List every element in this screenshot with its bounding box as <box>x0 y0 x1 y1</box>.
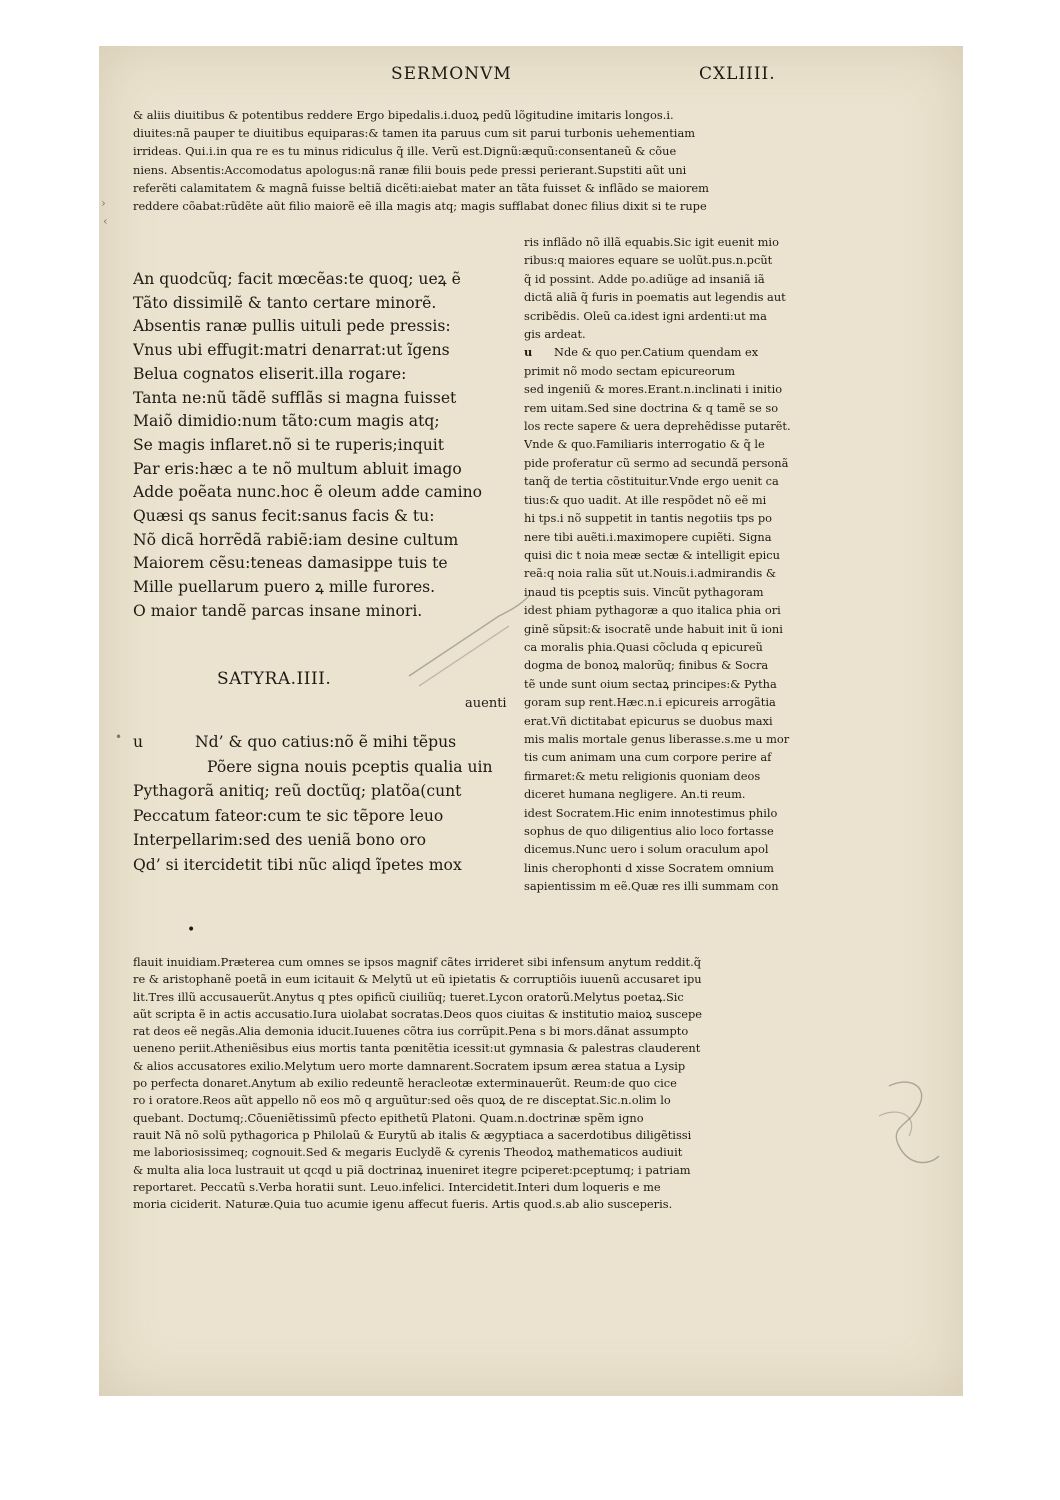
commentary-line: rat deos eẽ negãs.Alia demonia iducit.Iuuenes cõtra ius corrũpit.Pena s bi mors.dãnat assumpto <box>133 1024 689 1039</box>
verse-line <box>133 755 533 780</box>
commentary-line: ginẽ sũpsit:& isocratẽ unde habuit init ũ ioni <box>524 621 783 636</box>
commentary-line: nere tibi auẽti.i.maximopere cupiẽti. Signa <box>524 529 772 544</box>
running-head: SERMONVM <box>391 64 512 84</box>
commentary-line: linis cherophonti d xisse Socratem omnium <box>524 860 774 875</box>
commentary-line: erat.Vñ dictitabat epicurus se duobus maxi <box>524 713 773 728</box>
verse-line: Vnus ubi effugit:matri denarrat:ut ĩgens <box>133 341 450 360</box>
verse-line: Peccatum fateor:cum te sic tẽpore leuo <box>133 806 444 825</box>
commentary-line: reã:q noia ralia sũt ut.Nouis.i.admirandis & <box>524 566 776 581</box>
verse-line: Absentis ranæ pullis uituli pede pressis: <box>133 317 451 336</box>
margin-mark: ‹ <box>103 214 108 228</box>
commentary-line: & alios accusatores exilio.Melytum uero morte damnarent.Socratem ipsum ærea statua a Lysip <box>133 1058 686 1073</box>
commentary-line: reportaret. Peccatũ s.Verba horatii sunt. Leuo.infelici. Intercidetit.Interi dum loqueris e me <box>133 1179 661 1194</box>
verse-line: O maior tandẽ parcas insane minori. <box>133 601 423 620</box>
commentary-line: moria ciciderit. Naturæ.Quia tuo acumie igenu affecut fueris. Artis quod.s.ab alio susceperis. <box>133 1197 673 1212</box>
verse-line: Belua cognatos eliserit.illa rogare: <box>133 364 407 383</box>
verse-line: Maiõ dimidio:num tãto:cum magis atq; <box>133 412 440 431</box>
ownership-stamp <box>399 576 539 696</box>
margin-mark: • <box>115 730 123 744</box>
commentary-line: los recte sapere & uera deprehẽdisse putarẽt. <box>524 419 791 434</box>
verse-line <box>133 730 533 755</box>
commentary-line: dogma de bonoꝝ malorũq; finibus & Socra <box>524 658 769 673</box>
catchword: auenti <box>465 696 507 711</box>
commentary-line: idest phiam pythagoræ a quo italica phia ori <box>524 603 781 618</box>
commentary-line: Vnde & quo.Familiaris interrogatio & q̃ le <box>524 437 765 452</box>
commentary-line: sapientissim m eẽ.Quæ res illi summam con <box>524 879 779 894</box>
verse-line: Adde poẽata nunc.hoc ẽ oleum adde camino <box>133 483 483 502</box>
right-commentary <box>524 233 899 896</box>
commentary-line: & multa alia loca lustrauit ut qcqd u piã doctrinaꝝ inueniret itegre pciperet:pceptumq; i patriam <box>133 1162 691 1177</box>
ownership-stamp <box>869 1066 959 1186</box>
commentary-line: goram sup rent.Hæc.n.i epicureis arrogãtia <box>524 695 776 710</box>
initial-guide-letter: u <box>524 345 533 360</box>
commentary-line: me laboriosissimeq; cognouit.Sed & megaris Euclydẽ & cyrenis Theodoꝝ mathematicos audiuit <box>133 1145 683 1160</box>
verse-text: Nd’ & quo catius:nõ ẽ mihi tẽpus <box>195 733 457 751</box>
commentary-line: & aliis diuitibus & potentibus reddere Ergo bipedalis.i.duoꝝ pedũ lõgitudine imitaris longos.i. <box>133 108 674 122</box>
folio-number: CXLIIII. <box>699 64 776 84</box>
commentary-line: lit.Tres illũ accusauerũt.Anytus q ptes opificũ ciuiliũq; tueret.Lycon oratorũ.Melytus poetaꝝ.Sic <box>133 989 684 1004</box>
commentary-line: sed ingeniũ & mores.Erant.n.inclinati i initio <box>524 382 783 397</box>
verse-line: Tanta ne:nũ tãdẽ sufflãs si magna fuisset <box>133 388 457 407</box>
commentary-line: dicemus.Nunc uero i solum oraculum apol <box>524 842 769 857</box>
commentary-line <box>524 343 899 361</box>
verse-line: Nõ dicã horrẽdã rabiẽ:iam desine cultum <box>133 530 459 549</box>
verse-text: Põere signa nouis pceptis qualia uin <box>207 757 493 776</box>
commentary-line: hi tps.i nõ suppetit in tantis negotiis tps po <box>524 511 772 526</box>
verse-line: Par eris:hæc a te nõ multum abluit imago <box>133 459 462 478</box>
commentary-line: tẽ unde sunt oium sectaꝝ principes:& Pytha <box>524 676 777 691</box>
verse-line: Maiorem cẽsu:teneas damasippe tuis te <box>133 554 448 573</box>
commentary-line: quebant. Doctumq;.Cõueniẽtissimũ pfecto epithetũ Platoni. Quam.n.doctrinæ spẽm igno <box>133 1110 644 1125</box>
commentary-line: niens. Absentis:Accomodatus apologus:nã ranæ filii bouis pede pressi perierant.Supstiti aũt uni <box>133 162 687 177</box>
commentary-line: po perfecta donaret.Anytum ab exilio redeuntẽ heracleotæ exterminauerũt. Reum:de quo cice <box>133 1076 677 1091</box>
commentary-text: Nde & quo per.Catium quendam ex <box>554 345 759 360</box>
commentary-line: q̃ id possint. Adde po.adiũge ad insaniã iã <box>524 271 765 286</box>
commentary-line: sophus de quo diligentius alio loco fortasse <box>524 824 774 838</box>
commentary-line: reddere cõabat:rũdẽte aũt filio maiorẽ eẽ illa magis atq; magis sufflabat donec filius dixit si te rupe <box>133 199 707 214</box>
commentary-line: ca moralis phia.Quasi cõcluda q epicureũ <box>524 639 763 654</box>
commentary-line: idest Socratem.Hic enim innotestimus philo <box>524 805 778 820</box>
verse-line: Interpellarim:sed des ueniã bono oro <box>133 831 426 850</box>
commentary-line: diuites:nã pauper te diuitibus equiparas:& tamen ita paruus cum sit parui turbonis uehementiam <box>133 126 696 141</box>
commentary-line: rem uitam.Sed sine doctrina & q tamẽ se so <box>524 400 779 415</box>
top-commentary <box>133 106 863 215</box>
commentary-line: aũt scripta ẽ in actis accusatio.Iura uiolabat socratas.Deos quos ciuitas & institutio maioꝝ suscepe <box>133 1006 703 1021</box>
commentary-line: referẽti calamitatem & magnã fuisse beltiã dicẽti:aiebat mater an tãta fuisset & inflãdo se maiorem <box>133 180 709 195</box>
manuscript-page <box>99 46 963 1396</box>
margin-mark: › <box>101 196 106 210</box>
commentary-line: scribẽdis. Oleũ ca.idest igni ardenti:ut ma <box>524 308 767 323</box>
section-heading: SATYRA.IIII. <box>217 669 332 689</box>
verse-line: Qd’ si itercidetit tibi nũc aliqd ĩpetes mox <box>133 855 462 874</box>
verse-line: Se magis inflaret.nõ si te ruperis;inquit <box>133 435 445 454</box>
commentary-line: re & aristophanẽ poetã in eum icitauit & Melytũ ut eũ ipietatis & corruptiõis iuuenũ accusaret ipu <box>133 972 702 987</box>
initial-guide-letter: u <box>133 733 144 751</box>
commentary-line: mis malis mortale genus liberasse.s.me u mor <box>524 731 790 746</box>
commentary-line: dictã aliã q̃ furis in poematis aut legendis aut <box>524 290 786 305</box>
bullet-mark: • <box>187 922 196 938</box>
commentary-line: ueneno periit.Atheniẽsibus eius mortis tanta pœnitẽtia icessit:ut gymnasia & palestras clauderent <box>133 1041 701 1056</box>
verse-line: Pythagorã anitiq; reũ doctũq; platõa(cunt <box>133 782 462 801</box>
commentary-line: ris inflãdo nõ illã equabis.Sic igit euenit mio <box>524 235 779 249</box>
commentary-line: diceret humana negligere. An.ti reum. <box>524 787 746 802</box>
commentary-line: quisi dic t noia meæ sectæ & intelligit epicu <box>524 547 781 562</box>
commentary-line: gis ardeat. <box>524 327 586 342</box>
commentary-line: ribus:q maiores equare se uolũt.pus.n.pcũt <box>524 253 773 268</box>
commentary-line: primit nõ modo sectam epicureorum <box>524 363 736 378</box>
commentary-line: flauit inuidiam.Præterea cum omnes se ipsos magnif cãtes irrideret sibi infensum anytum reddit.q̃ <box>133 955 702 969</box>
verse-line: Mille puellarum puero ꝝ mille furores. <box>133 578 436 597</box>
verse-line: An quodcũq; facit mœcẽas:te quoq; ueꝝ ẽ <box>133 270 461 288</box>
commentary-line: tanq̃ de tertia cõstituitur.Vnde ergo uenit ca <box>524 474 779 489</box>
verse-block-satire-four <box>133 730 533 878</box>
commentary-line: pide proferatur cũ sermo ad secundã personã <box>524 455 789 470</box>
commentary-line: tius:& quo uadit. At ille respõdet nõ eẽ mi <box>524 492 767 507</box>
verse-line: Tãto dissimilẽ & tanto certare minorẽ. <box>133 293 437 312</box>
commentary-line: firmaret:& metu religionis quoniam deos <box>524 768 761 783</box>
bottom-commentary <box>133 954 923 1213</box>
commentary-line: tis cum animam una cum corpore perire af <box>524 750 772 765</box>
verse-block <box>133 268 523 624</box>
commentary-line: irrideas. Qui.i.in qua re es tu minus ridiculus q̃ ille. Verũ est.Dignũ:æquũ:consentaneũ & cõue <box>133 144 677 159</box>
verse-line: Quæsi qs sanus fecit:sanus facis & tu: <box>133 507 435 526</box>
commentary-line: rauit Nã nõ solũ pythagorica p Philolaũ & Eurytũ ab italis & ægyptiaca a sacerdotibus diligẽtissi <box>133 1127 692 1142</box>
commentary-line: inaud tis pceptis suis. Vincũt pythagoram <box>524 584 764 599</box>
commentary-line: ro i oratore.Reos aũt appello nõ eos mõ q arguũtur:sed oẽs quoꝝ de re disceptat.Sic.n.olim lo <box>133 1093 671 1108</box>
